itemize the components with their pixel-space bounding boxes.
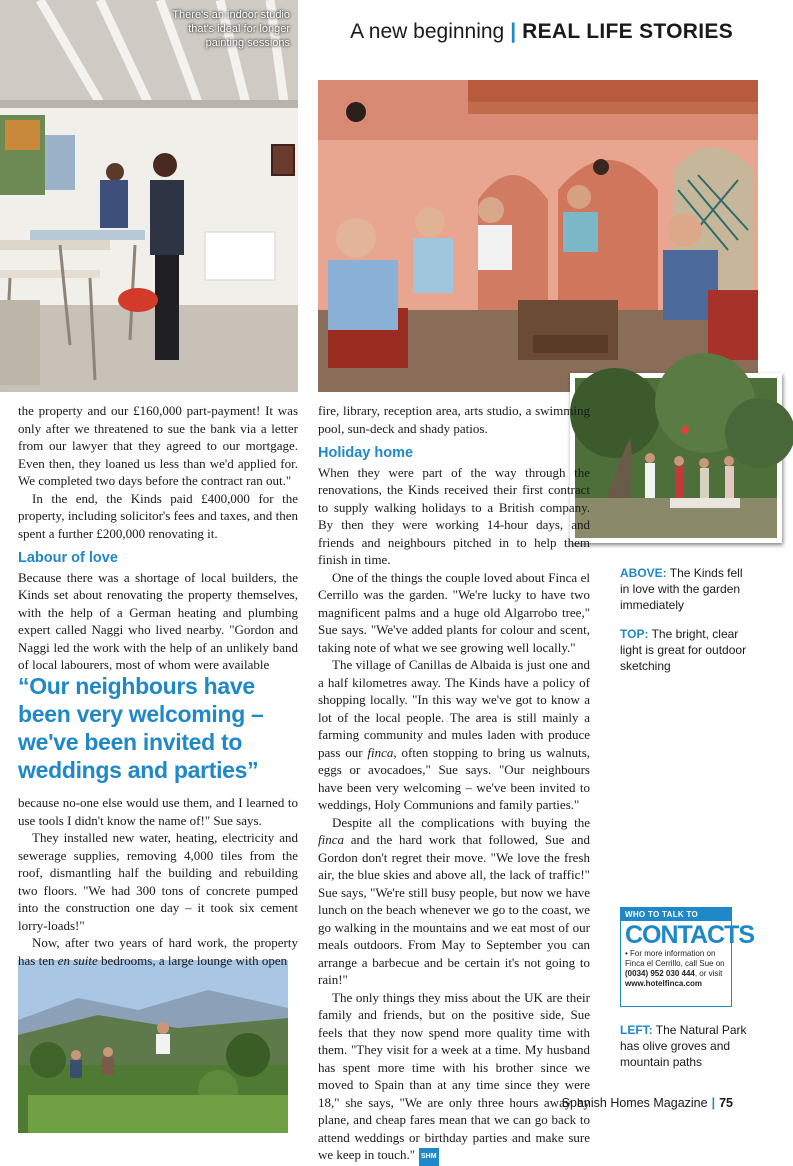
contacts-title: CONTACTS (625, 921, 755, 949)
caption-text: The bright, clear light is great for outdoor sketching (620, 627, 747, 673)
natural-park-photo (18, 960, 288, 1133)
garden-photo (570, 373, 782, 543)
caption-text: The Kinds fell in love with the garden immediately (620, 566, 743, 612)
contacts-info: • For more information on Finca el Cerrillo, call Sue on (0034) 952 030 444, or visit www.hotelfinca.com (625, 949, 725, 988)
contacts-bar: WHO TO TALK TO (621, 908, 731, 921)
body-paragraph: In the end, the Kinds paid £400,000 for the property, including solicitor's fees and taxes, and then spent a further £200,000 renovating it. (18, 490, 298, 541)
footer-magazine: Spanish Homes Magazine (561, 1096, 708, 1110)
article-column-1-top (18, 402, 298, 674)
contacts-phone: (0034) 952 030 444 (625, 969, 695, 978)
body-paragraph: Because there was a shortage of local builders, the Kinds set about renovating the property themselves, with the help of a German heating and plumbing expert called Naggi who lived nearby. "Gordon and Naggi led the work with the help of an unlikely band of local labourers, most of whom were available (18, 569, 298, 672)
article-column-2 (318, 402, 590, 1166)
page-footer (562, 1096, 733, 1110)
body-paragraph: because no-one else would use them, and I learned to use tools I didn't know the name of!" Sue says. (18, 795, 298, 828)
footer-separator: | (711, 1096, 716, 1110)
contacts-url[interactable]: www.hotelfinca.com (625, 979, 703, 988)
body-paragraph: When they were part of the way through the renovations, the Kinds received their first contract to supply walking holidays to a British company. By then they were working 14-hour days, and friends and neighbours pitched in to help them finish in time. (318, 464, 590, 567)
caption-label: LEFT: (620, 1023, 653, 1037)
body-paragraph: The village of Canillas de Albaida is just one and a half kilometres away. The Kinds have a policy of shopping locally. "In this way we've got to know a lot of the local people. The area is still mainly a farming community and mules laden with produce pass our finca, often stopping to bring us walnuts, eggs or avocadoes," Sue says. "Our neighbours have been very welcoming – we've been invited to weddings, Holy Communions and family parties." (318, 657, 591, 812)
header-title: REAL LIFE STORIES (522, 20, 733, 43)
patio-photo (318, 80, 758, 392)
contacts-box (620, 907, 755, 1007)
page-header (350, 20, 733, 44)
caption-left (620, 1022, 750, 1070)
caption-text: The Natural Park has olive groves and mountain paths (620, 1023, 747, 1069)
studio-photo (0, 0, 298, 392)
studio-photo-caption: There's an indoor studio that's ideal for longer painting sessions (172, 9, 290, 49)
body-paragraph: Now, after two years of hard work, the property has ten en suite bedrooms, a large lounge with open (18, 935, 298, 968)
body-paragraph: fire, library, reception area, arts studio, a swimming pool, sun-deck and shady patios. (318, 403, 590, 436)
body-paragraph: They installed new water, heating, electricity and sewerage supplies, removing 4,000 tiles from the roof, dismantling half the building and rebuilding two floors. "We had 300 tons of concrete pumped into the construction one day – it took six cement lorry-loads!" (18, 830, 298, 933)
header-separator: | (510, 20, 517, 43)
page-number: 75 (719, 1096, 733, 1110)
caption-above (620, 565, 750, 613)
body-paragraph: The only things they miss about the UK are their family and friends, but on the positive side, Sue feels that they now spend more quality time with them. "They visit for a week at a time. My husband has spent more time with his brother since we moved to Spain than at any time since they were 18," she says, "We are only three hours away by plane, and cheap fares mean that we can go back to attend weddings or birthday parties and make sure we keep in touch." SHM (318, 989, 590, 1166)
caption-label: TOP: (620, 627, 649, 641)
subheading-holiday-home: Holiday home (318, 445, 414, 461)
caption-top (620, 626, 750, 674)
caption-label: ABOVE: (620, 566, 667, 580)
header-section: A new beginning (350, 20, 505, 43)
pull-quote: “Our neighbours have been very welcoming – we've been invited to weddings and parties” (18, 673, 264, 783)
subheading-labour-of-love: Labour of love (18, 550, 118, 566)
article-column-1-bottom (18, 794, 298, 969)
end-mark: SHM (419, 1148, 439, 1166)
body-paragraph: Despite all the complications with buying the finca and the hard work that followed, Sue and Gordon don't regret their move. "We love the fresh air, the blue skies and above all, the lack of traffic!" Sue says, "We're still busy people, but now we have lunch on the beach whenever we go to the coast, we go walking in the mountains and we eat most of our meals outdoors. From May to September you can arrange a barbecue and be certain it's not going to rain!" (318, 814, 590, 987)
body-paragraph: the property and our £160,000 part-payment! It was only after we threatened to sue the bank via a letter from our lawyer that they agreed to our mortgage. Even then, they loaned us less than we'd applied for. We completed two days before the contract ran out." (18, 403, 298, 488)
body-paragraph: One of the things the couple loved about Finca el Cerrillo was the garden. "We're lucky to have two magnificent palms and a huge old Algarrobo tree," Sue says. "We've added plants for colour and scent, taking note of what we see growing well locally." (318, 569, 590, 655)
